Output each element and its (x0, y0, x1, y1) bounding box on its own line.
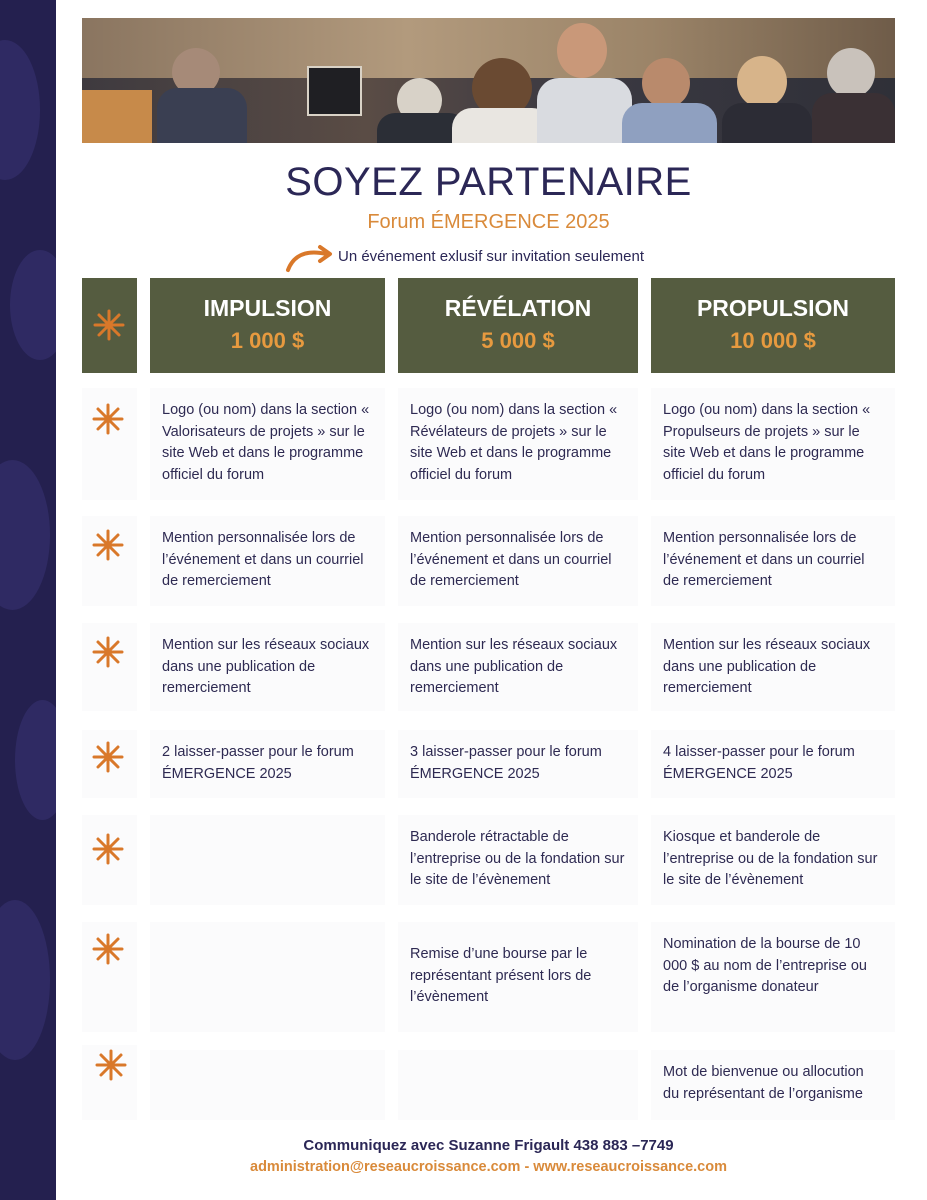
tier-price: 5 000 $ (481, 328, 555, 353)
benefit-cell: Mention personnalisée lors de l’événement et dans un courriel de remerciement (651, 516, 895, 606)
benefit-cell (150, 922, 385, 1032)
row-marker (82, 730, 137, 798)
tier-price: 10 000 $ (730, 328, 816, 353)
asterisk-star-icon (92, 308, 126, 342)
row-marker (82, 516, 137, 606)
benefit-cell: Mention personnalisée lors de l’événement et dans un courriel de remerciement (150, 516, 385, 606)
tier-price: 1 000 $ (230, 328, 305, 353)
asterisk-star-icon (91, 932, 125, 966)
benefit-cell (150, 1050, 385, 1120)
header-star-cell (82, 278, 137, 373)
row-marker (82, 815, 137, 905)
benefit-cell: Nomination de la bourse de 10 000 $ au nom de l’entreprise ou de l’organisme donateur (651, 922, 895, 1032)
benefit-cell: 2 laisser-passer pour le forum ÉMERGENCE 2025 (150, 730, 385, 798)
side-decoration (0, 0, 56, 1200)
benefit-cell: Logo (ou nom) dans la section « Valorisateurs de projets » sur le site Web et dans le programme officiel du forum (150, 388, 385, 500)
benefit-cell: Remise d’une bourse par le représentant présent lors de l’évènement (398, 922, 638, 1032)
row-marker (82, 623, 137, 711)
tier-name: RÉVÉLATION (444, 295, 592, 321)
page-title: SOYEZ PARTENAIRE (285, 160, 692, 204)
footer-links[interactable]: administration@reseaucroissance.com - www.reseaucroissance.com (250, 1159, 727, 1175)
benefit-cell: Mention sur les réseaux sociaux dans une publication de remerciement (150, 623, 385, 711)
tagline: Un événement exlusif sur invitation seulement (338, 248, 644, 265)
curved-arrow-icon (282, 242, 338, 276)
benefit-cell: Banderole rétractable de l’entreprise ou de la fondation sur le site de l’évènement (398, 815, 638, 905)
benefit-cell (398, 1050, 638, 1120)
tier-name: IMPULSION (203, 295, 332, 321)
benefit-cell: Mot de bienvenue ou allocution du représentant de l’organisme (651, 1050, 895, 1120)
banner-photo (82, 18, 895, 143)
tier-header-revelation (398, 278, 638, 373)
benefit-cell: Mention sur les réseaux sociaux dans une publication de remerciement (651, 623, 895, 711)
row-marker (82, 388, 137, 500)
asterisk-star-icon (94, 1048, 128, 1082)
tier-header-propulsion (651, 278, 895, 373)
asterisk-star-icon (91, 402, 125, 436)
benefit-cell: Mention sur les réseaux sociaux dans une publication de remerciement (398, 623, 638, 711)
benefit-cell: 3 laisser-passer pour le forum ÉMERGENCE 2025 (398, 730, 638, 798)
row-marker (82, 1045, 137, 1120)
benefit-cell: Mention personnalisée lors de l’événement et dans un courriel de remerciement (398, 516, 638, 606)
benefit-cell: 4 laisser-passer pour le forum ÉMERGENCE 2025 (651, 730, 895, 798)
asterisk-star-icon (91, 832, 125, 866)
row-marker (82, 922, 137, 1032)
asterisk-star-icon (91, 528, 125, 562)
footer-contact: Communiquez avec Suzanne Frigault 438 883 –7749 (303, 1137, 674, 1154)
asterisk-star-icon (91, 740, 125, 774)
benefit-cell: Logo (ou nom) dans la section « Révélateurs de projets » sur le site Web et dans le programme officiel du forum (398, 388, 638, 500)
tier-name: PROPULSION (696, 295, 850, 321)
benefit-cell (150, 815, 385, 905)
benefit-cell: Kiosque et banderole de l’entreprise ou de la fondation sur le site de l’évènement (651, 815, 895, 905)
page-subtitle: Forum ÉMERGENCE 2025 (367, 211, 610, 233)
benefit-cell: Logo (ou nom) dans la section « Propulseurs de projets » sur le site Web et dans le programme officiel du forum (651, 388, 895, 500)
asterisk-star-icon (91, 635, 125, 669)
tier-header-impulsion (150, 278, 385, 373)
